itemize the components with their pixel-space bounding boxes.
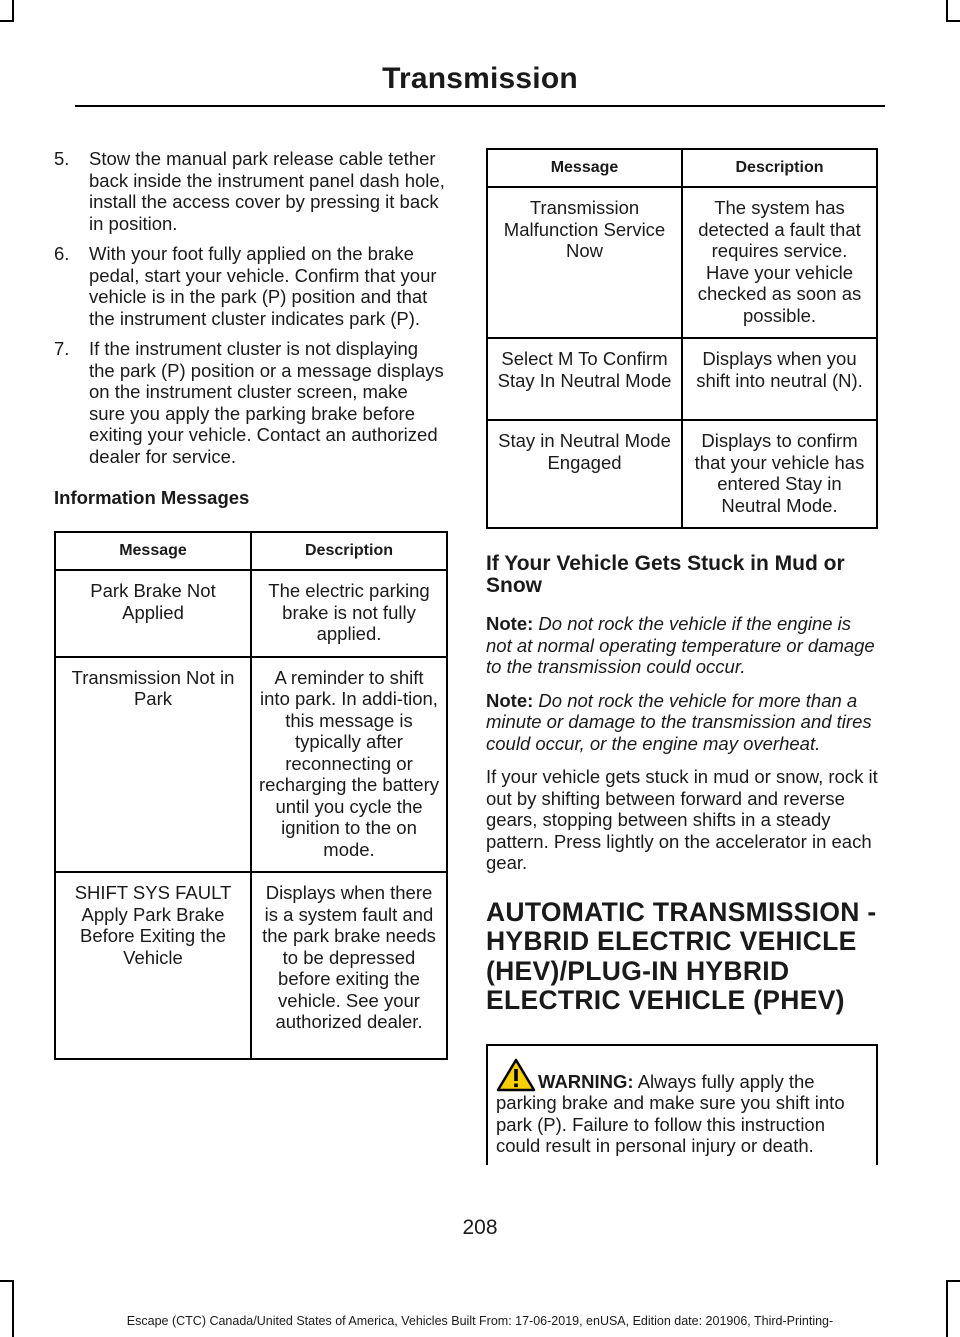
table-row <box>55 570 447 657</box>
description-cell: Displays when you shift into neutral (N). <box>682 338 877 420</box>
page-title: Transmission <box>382 62 578 95</box>
list-item <box>54 243 448 329</box>
column-header-description: Description <box>251 532 447 570</box>
warning-box <box>486 1044 878 1165</box>
right-column <box>486 148 878 1165</box>
table-header-row <box>487 149 877 187</box>
stuck-heading: If Your Vehicle Gets Stuck in Mud or Snow <box>486 552 845 597</box>
step-text: Stow the manual park release cable tether back inside the instrument panel dash hole, install the access cover by pressing it back in position. <box>89 148 445 234</box>
crop-mark <box>0 20 14 22</box>
note-label: Note: <box>486 689 534 711</box>
table-row <box>55 872 447 1059</box>
warning-triangle-icon <box>496 1058 536 1092</box>
footer-text: Escape (CTC) Canada/United States of America, Vehicles Built From: 17-06-2019, enUSA, Edition date: 201906, Third-Printing- <box>126 1314 834 1328</box>
crop-mark <box>946 1280 948 1337</box>
table-row <box>487 420 877 528</box>
message-cell: SHIFT SYS FAULT Apply Park Brake Before Exiting the Vehicle <box>55 872 251 1059</box>
crop-mark <box>12 0 14 22</box>
note-text: Do not rock the vehicle if the engine is not at normal operating temperature or damage to the transmission could occur. <box>486 613 875 677</box>
message-cell: Park Brake Not Applied <box>55 570 251 657</box>
step-text: With your foot fully applied on the brake pedal, start your vehicle. Confirm that your vehicle is in the park (P) position and that the instrument cluster indicates park (P). <box>89 243 437 329</box>
header-divider <box>75 105 885 107</box>
message-cell: Transmission Not in Park <box>55 657 251 873</box>
column-header-message: Message <box>487 149 682 187</box>
description-cell: The system has detected a fault that requires service. Have your vehicle checked as soon as possible. <box>682 187 877 338</box>
description-cell: The electric parking brake is not fully applied. <box>251 570 447 657</box>
section-heading: AUTOMATIC TRANSMISSION - HYBRID ELECTRIC VEHICLE (HEV)/PLUG-IN HYBRID ELECTRIC VEHICLE (PHEV) <box>486 896 877 1015</box>
description-cell: Displays when there is a system fault and the park brake needs to be depressed before exiting the vehicle. See your authorized dealer. <box>251 872 447 1059</box>
list-item <box>54 338 448 467</box>
left-column <box>54 148 448 1060</box>
crop-mark <box>0 1280 14 1282</box>
warning-label: WARNING: <box>538 1070 634 1092</box>
table-row <box>55 657 447 873</box>
step-number: 5. <box>54 148 70 169</box>
info-messages-heading: Information Messages <box>54 487 250 508</box>
table-row <box>487 187 877 338</box>
crop-mark <box>946 20 960 22</box>
list-item <box>54 148 448 234</box>
note-text: Do not rock the vehicle for more than a minute or damage to the transmission and tires could occur, or the engine may overheat. <box>486 689 872 754</box>
description-cell: Displays to confirm that your vehicle has entered Stay in Neutral Mode. <box>682 420 877 528</box>
info-messages-table <box>54 531 448 1060</box>
step-number: 6. <box>54 243 70 264</box>
crop-mark <box>946 0 948 22</box>
body-paragraph: If your vehicle gets stuck in mud or snow, rock it out by shifting between forward and reverse gears, stopping between shifts in a steady pattern. Press lightly on the accelerator in each gear. <box>486 766 878 873</box>
table-header-row <box>55 532 447 570</box>
description-cell: A reminder to shift into park. In addi-tion, this message is typically after reconnecting or recharging the battery until you cycle the ignition to the on mode. <box>251 657 447 873</box>
column-header-message: Message <box>55 532 251 570</box>
steps-list <box>54 148 448 467</box>
note-paragraph <box>486 613 878 678</box>
warning-text: Always fully apply the parking brake and make sure you shift into park (P). Failure to follow this instruction could result in personal injury or death. <box>496 1070 845 1156</box>
table-row <box>487 338 877 420</box>
message-cell: Stay in Neutral Mode Engaged <box>487 420 682 528</box>
crop-mark <box>946 1280 960 1282</box>
note-label: Note: <box>486 613 534 634</box>
note-paragraph <box>486 690 878 755</box>
step-text: If the instrument cluster is not displaying the park (P) position or a message displays on the instrument cluster screen, make sure you apply the parking brake before exiting your vehicle. Contact an authorized dealer for service. <box>89 338 444 467</box>
step-number: 7. <box>54 338 70 359</box>
crop-mark <box>12 1280 14 1337</box>
column-header-description: Description <box>682 149 877 187</box>
message-cell: Select M To Confirm Stay In Neutral Mode <box>487 338 682 420</box>
page-number: 208 <box>462 1216 498 1239</box>
message-cell: Transmission Malfunction Service Now <box>487 187 682 338</box>
transmission-messages-table <box>486 148 878 529</box>
